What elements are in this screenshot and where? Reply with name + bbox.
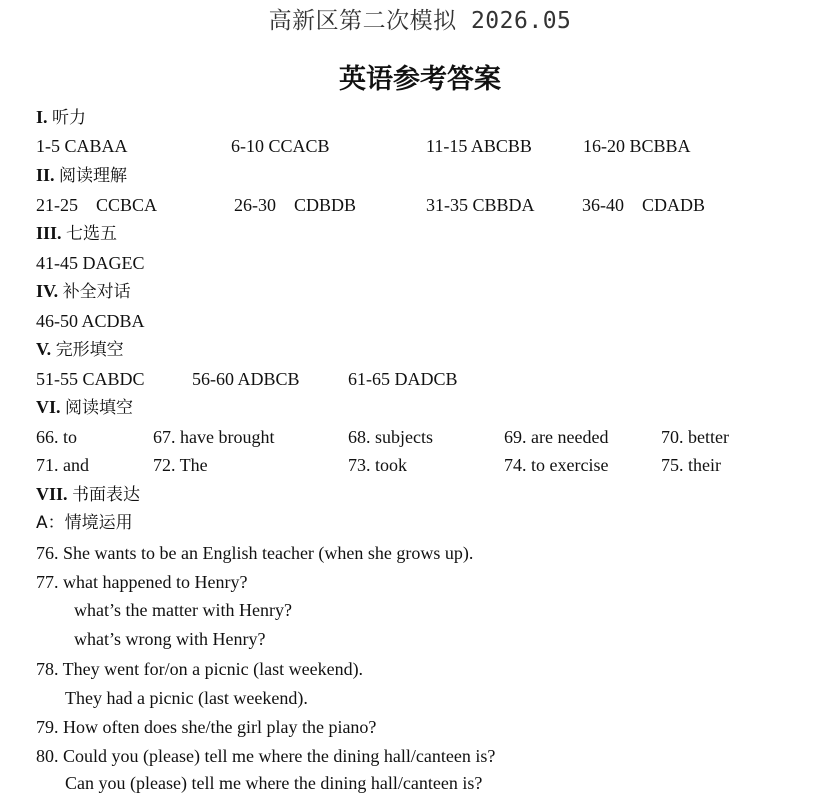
answer-item: 75. their [661,455,721,475]
answer-group: 11-15 ABCBB [426,136,532,156]
answer-item: 68. subjects [348,427,433,447]
answer-item: 71. and [36,455,89,475]
answer-79: 79. How often does she/the girl play the piano? [36,717,377,737]
section-heading-reading-fill [36,396,133,419]
section-heading-listening [36,106,86,129]
section-name: 阅读填空 [65,398,134,418]
answer-77-alt: what’s the matter with Henry? [74,600,292,620]
answer-group: 36-40 CDADB [582,195,706,215]
answer-group: 26-30 CDBDB [234,195,357,215]
answer-group: 6-10 CCACB [231,136,330,156]
section-heading-dialogue [36,280,131,303]
answer-group: 31-35 CBBDA [426,195,535,215]
answer-77-alt: what’s wrong with Henry? [74,629,266,649]
section-heading-reading [36,164,127,187]
answer-item: 74. to exercise [504,455,609,475]
answer-76: 76. She wants to be an English teacher (when she grows up). [36,543,474,563]
section-roman: IV. [36,281,59,301]
answer-group: 46-50 ACDBA [36,311,145,331]
section-roman: III. [36,223,62,243]
subheading-situation: A：情境运用 [36,513,133,533]
section-heading-cloze [36,338,124,361]
answer-group: 51-55 CABDC [36,369,145,389]
answer-80: 80. Could you (please) tell me where the dining hall/canteen is? [36,746,496,766]
answer-group: 1-5 CABAA [36,136,128,156]
answer-group: 21-25 CCBCA [36,195,158,215]
answer-78: 78. They went for/on a picnic (last weekend). [36,659,364,679]
answer-item: 73. took [348,455,408,475]
answer-80-alt: Can you (please) tell me where the dining hall/canteen is? [65,773,483,793]
section-name: 补全对话 [62,282,131,302]
section-heading-seven-choose-five [36,222,117,245]
document-title: 英语参考答案 [339,64,501,95]
section-roman: I. [36,107,48,127]
section-name: 书面表达 [72,485,141,505]
answer-item: 69. are needed [504,427,609,447]
exam-header: 高新区第二次模拟 2026.05 [268,8,572,34]
section-roman: II. [36,165,55,185]
section-name: 七选五 [66,224,118,244]
answer-77: 77. what happened to Henry? [36,572,248,592]
answer-item: 72. The [153,455,208,475]
answer-group: 16-20 BCBBA [583,136,691,156]
answer-group: 61-65 DADCB [348,369,458,389]
section-heading-writing [36,483,140,506]
section-name: 听力 [52,108,87,128]
section-roman: VII. [36,484,68,504]
answer-item: 67. have brought [153,427,275,447]
answer-78-alt: They had a picnic (last weekend). [65,688,308,708]
answer-group: 56-60 ADBCB [192,369,300,389]
section-name: 阅读理解 [59,166,128,186]
section-name: 完形填空 [55,340,124,360]
answer-item: 66. to [36,427,78,447]
section-roman: V. [36,339,52,359]
answer-group: 41-45 DAGEC [36,253,145,273]
section-roman: VI. [36,397,61,417]
answer-item: 70. better [661,427,729,447]
